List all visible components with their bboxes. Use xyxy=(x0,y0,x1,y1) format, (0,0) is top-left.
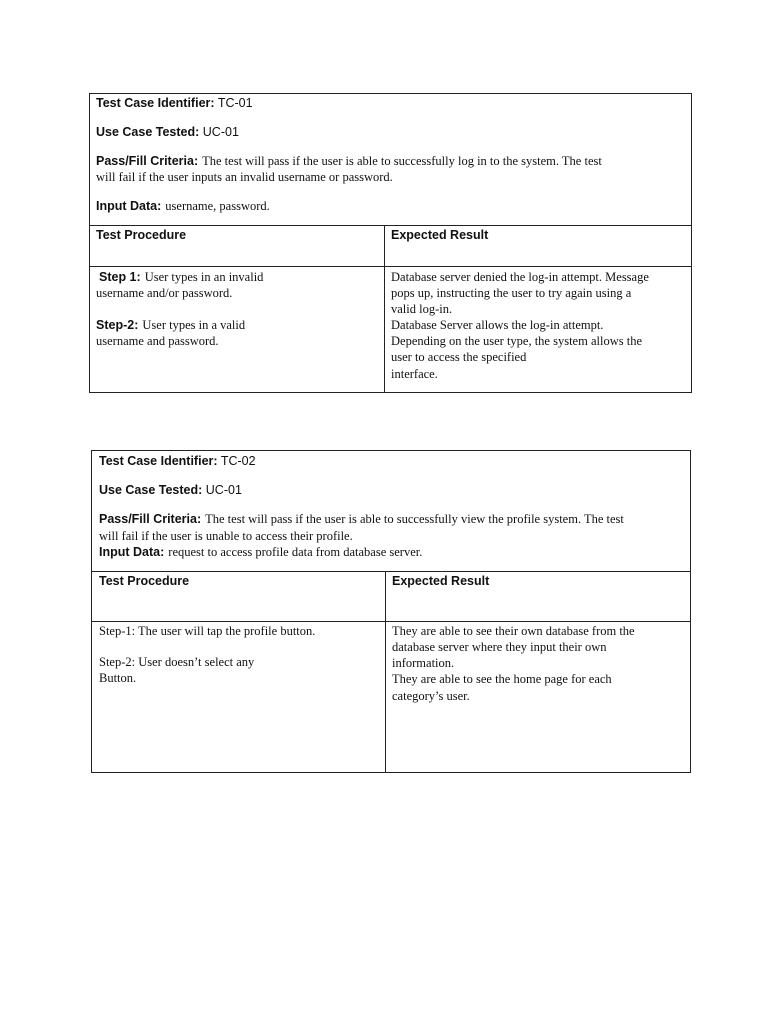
step-label: Step 1: xyxy=(99,270,141,284)
result-line: They are able to see their own database from the xyxy=(392,624,635,638)
result-line: They are able to see the home page for each xyxy=(392,672,612,686)
result-line: Depending on the user type, the system allows the xyxy=(391,334,642,348)
identifier-label: Test Case Identifier: xyxy=(99,454,218,468)
result-line: information. xyxy=(392,656,455,670)
use-case-label: Use Case Tested: xyxy=(99,483,203,497)
use-case-tested xyxy=(96,124,239,140)
use-case-label: Use Case Tested: xyxy=(96,125,200,139)
identifier-label: Test Case Identifier: xyxy=(96,96,215,110)
procedure-step-2 xyxy=(96,317,245,333)
result-line: database server where they input their own xyxy=(392,640,607,654)
test-case-identifier xyxy=(96,95,253,111)
result-line: interface. xyxy=(391,367,438,381)
test-case-table-tc01 xyxy=(89,93,692,393)
criteria-label: Pass/Fill Criteria: xyxy=(99,512,202,526)
criteria-text: The test will pass if the user is able to successfully log in to the system. The test xyxy=(202,154,602,168)
result-line: category’s user. xyxy=(392,689,470,703)
step-text: username and/or password. xyxy=(96,286,233,300)
row-divider xyxy=(92,621,690,622)
use-case-tested xyxy=(99,482,242,498)
criteria-text: The test will pass if the user is able to successfully view the profile system. The test xyxy=(205,512,624,526)
row-divider xyxy=(90,266,691,267)
identifier-value: TC-01 xyxy=(217,96,253,110)
pass-fail-criteria xyxy=(99,511,624,527)
criteria-text: will fail if the user inputs an invalid username or password. xyxy=(96,170,393,184)
result-line: Database server denied the log-in attempt. Message xyxy=(391,270,649,284)
step-text: User types in a valid xyxy=(142,318,246,332)
result-line: Database Server allows the log-in attempt. xyxy=(391,318,604,332)
step-text: User types in an invalid xyxy=(144,270,264,284)
result-line: valid log-in. xyxy=(391,302,453,316)
test-case-table-tc02 xyxy=(91,450,691,773)
test-procedure-header: Test Procedure xyxy=(96,228,187,242)
use-case-value: UC-01 xyxy=(205,483,242,497)
use-case-value: UC-01 xyxy=(202,125,239,139)
expected-result-header: Expected Result xyxy=(391,228,489,242)
input-data-value: username, password. xyxy=(165,199,270,213)
step-label: Step-2: xyxy=(96,318,139,332)
test-case-identifier xyxy=(99,453,256,469)
result-line: pops up, instructing the user to try again using a xyxy=(391,286,632,300)
criteria-label: Pass/Fill Criteria: xyxy=(96,154,199,168)
pass-fail-criteria xyxy=(96,153,602,169)
row-divider xyxy=(92,571,690,572)
input-data-value: request to access profile data from database server. xyxy=(168,545,423,559)
column-divider xyxy=(384,225,385,393)
input-data xyxy=(96,198,270,214)
procedure-step-2: Step-2: User doesn’t select any xyxy=(99,655,255,669)
step-text: Button. xyxy=(99,671,137,685)
procedure-step-1: Step-1: The user will tap the profile button. xyxy=(99,624,316,638)
procedure-step-1 xyxy=(99,269,263,285)
expected-result-header: Expected Result xyxy=(392,574,490,588)
input-data-label: Input Data: xyxy=(99,545,165,559)
step-text: username and password. xyxy=(96,334,219,348)
identifier-value: TC-02 xyxy=(220,454,256,468)
row-divider xyxy=(90,225,691,226)
column-divider xyxy=(385,571,386,773)
input-data-label: Input Data: xyxy=(96,199,162,213)
test-procedure-header: Test Procedure xyxy=(99,574,190,588)
input-data xyxy=(99,544,422,560)
criteria-text: will fail if the user is unable to access their profile. xyxy=(99,529,353,543)
result-line: user to access the specified xyxy=(391,350,527,364)
